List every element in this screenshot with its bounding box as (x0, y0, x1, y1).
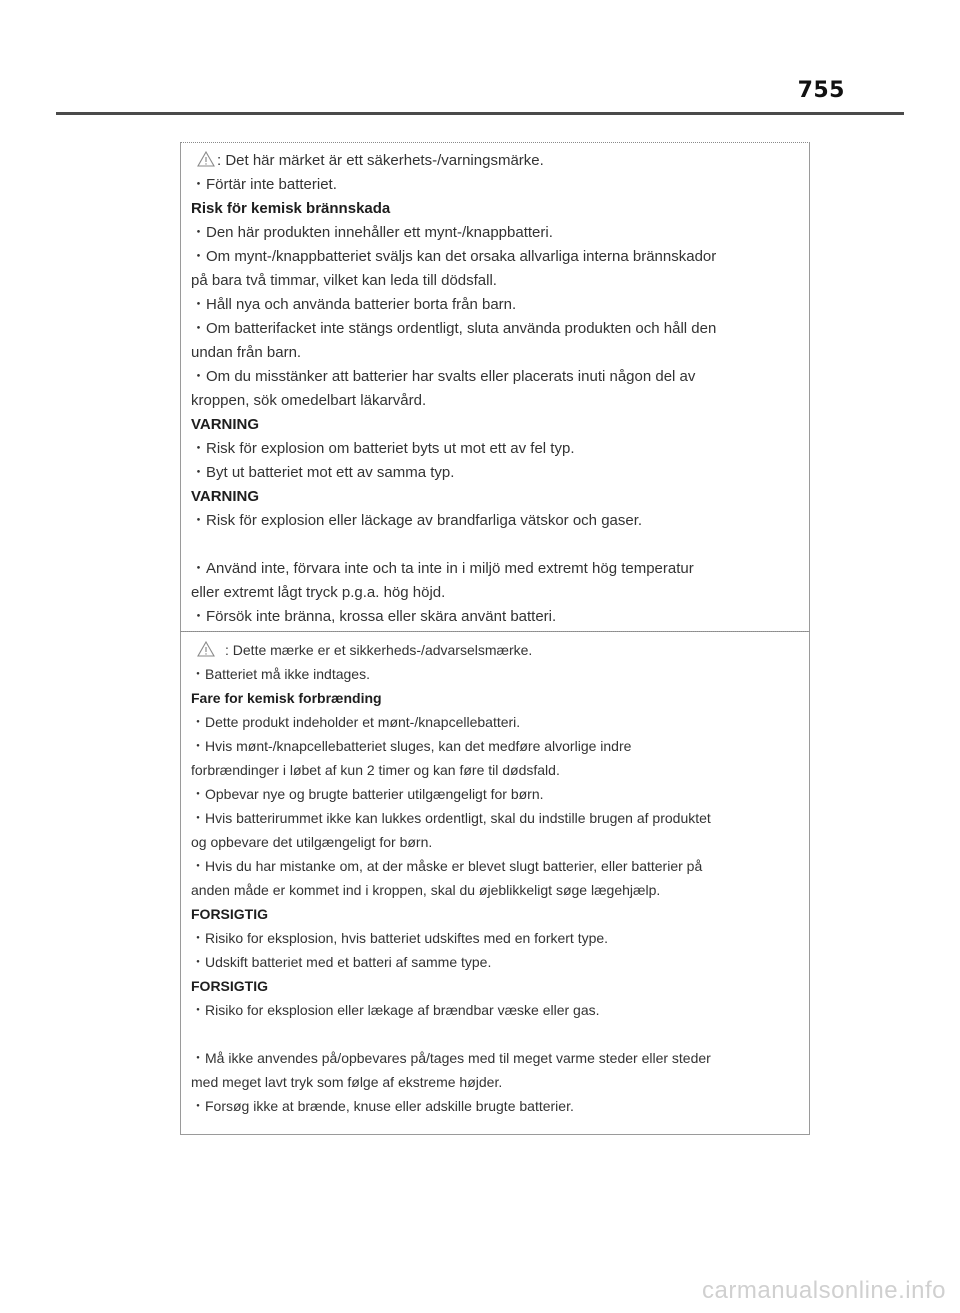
swedish-warning-mark-text: : Det här märket är ett säkerhets-/varningsmärke. (217, 152, 544, 169)
swedish-line: ・Risk för explosion eller läckage av brandfarliga vätskor och gaser. (191, 512, 643, 529)
swedish-line: ・Den här produkten innehåller ett mynt-/knappbatteri. (191, 224, 553, 241)
danish-line: ・Udskift batteriet med et batteri af samme type. (191, 954, 492, 970)
danish-line: ・Hvis mønt-/knapcellebatteriet sluges, kan det medføre alvorlige indre (191, 738, 632, 754)
danish-line: ・Risiko for eksplosion eller lækage af brændbar væske eller gas. (191, 1002, 600, 1018)
page-number: 755 (797, 78, 845, 103)
danish-line: ・Hvis du har mistanke om, at der måske er blevet slugt batterier, eller batterier på (191, 858, 703, 874)
swedish-line: ・Håll nya och använda batterier borta från barn. (191, 296, 517, 313)
danish-line: ・Opbevar nye og brugte batterier utilgængeligt for børn. (191, 786, 544, 802)
danish-blank-line (191, 1022, 799, 1046)
danish-line: anden måde er kommet ind i kroppen, skal du øjeblikkeligt søge lægehjælp. (191, 882, 661, 898)
danish-line: ・Hvis batterirummet ikke kan lukkes ordentligt, skal du indstille brugen af produktet (191, 810, 711, 826)
warning-triangle-icon (197, 151, 215, 167)
swedish-heading: Risk för kemisk brännskada (191, 200, 391, 217)
danish-heading: Fare for kemisk forbrænding (191, 690, 382, 706)
swedish-line: ・Försök inte bränna, krossa eller skära använt batteri. (191, 608, 557, 625)
danish-warning-mark-text: : Dette mærke er et sikkerheds-/advarselsmærke. (225, 642, 533, 658)
danish-line: ・Må ikke anvendes på/opbevares på/tages med til meget varme steder eller steder (191, 1050, 711, 1066)
danish-line: ・Dette produkt indeholder et mønt-/knapcellebatteri. (191, 714, 521, 730)
swedish-line: på bara två timmar, vilket kan leda till dödsfall. (191, 272, 497, 289)
danish-line: med meget lavt tryk som følge af ekstreme højder. (191, 1074, 503, 1090)
swedish-line: ・Risk för explosion om batteriet byts ut mot ett av fel typ. (191, 440, 575, 457)
swedish-line: ・Använd inte, förvara inte och ta inte in i miljö med extremt hög temperatur (191, 560, 694, 577)
watermark: carmanualsonline.info (702, 1277, 946, 1304)
danish-line: ・Risiko for eksplosion, hvis batteriet udskiftes med en forkert type. (191, 930, 609, 946)
swedish-line: ・Om mynt-/knappbatteriet sväljs kan det orsaka allvarliga interna brännskador (191, 248, 717, 265)
danish-line: ・Batteriet må ikke indtages. (191, 666, 370, 682)
swedish-line: undan från barn. (191, 344, 302, 361)
swedish-line: ・Förtär inte batteriet. (191, 176, 337, 193)
swedish-blank-line (191, 533, 799, 557)
header-rule (56, 112, 904, 115)
swedish-line: ・Om batterifacket inte stängs ordentligt, sluta använda produkten och håll den (191, 320, 717, 337)
danish-line: ・Forsøg ikke at brænde, knuse eller adskille brugte batterier. (191, 1098, 574, 1114)
warning-triangle-icon (197, 641, 215, 657)
danish-warning-box (180, 631, 810, 1135)
swedish-line: ・Om du misstänker att batterier har svalts eller placerats inuti någon del av (191, 368, 696, 385)
swedish-line: ・Byt ut batteriet mot ett av samma typ. (191, 464, 455, 481)
swedish-line: kroppen, sök omedelbart läkarvård. (191, 392, 427, 409)
danish-warning-mark-line (191, 638, 799, 662)
swedish-warning-box (180, 142, 810, 632)
danish-line: forbrændinger i løbet af kun 2 timer og kan føre til dødsfald. (191, 762, 560, 778)
danish-heading: FORSIGTIG (191, 906, 268, 922)
swedish-heading: VARNING (191, 416, 260, 433)
swedish-warning-mark-line (191, 149, 799, 173)
swedish-line: eller extremt lågt tryck p.g.a. hög höjd. (191, 584, 446, 601)
swedish-heading: VARNING (191, 488, 260, 505)
danish-heading: FORSIGTIG (191, 978, 268, 994)
danish-line: og opbevare det utilgængeligt for børn. (191, 834, 433, 850)
